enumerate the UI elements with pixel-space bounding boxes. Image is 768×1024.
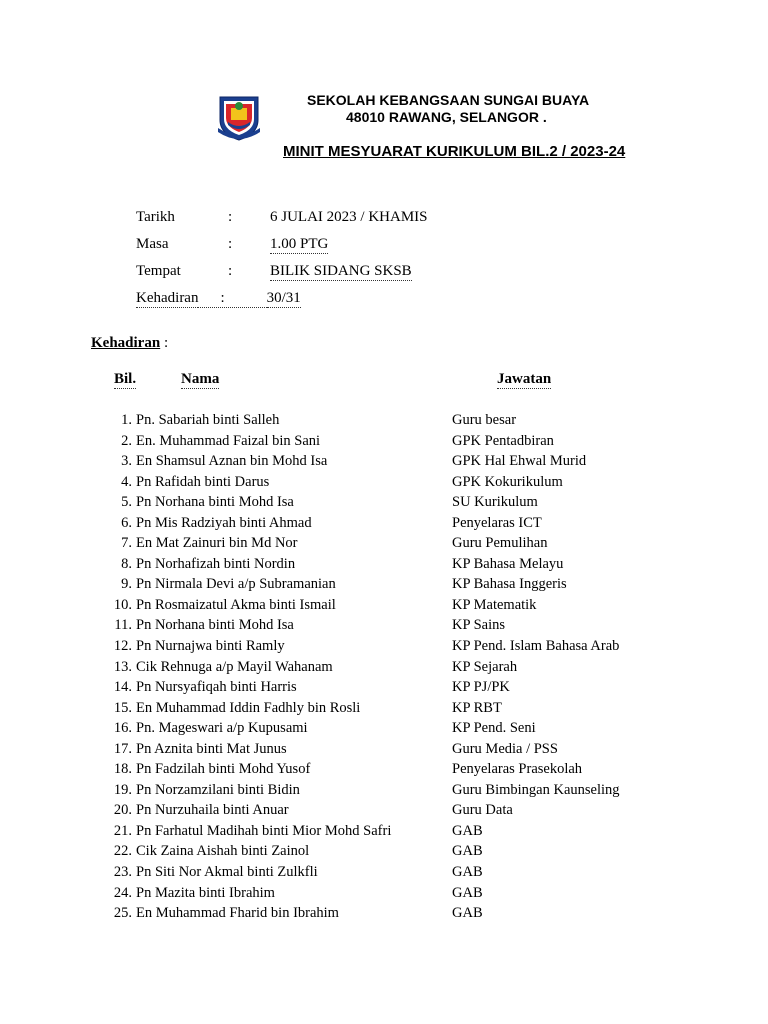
row-nama: Pn Nurzuhaila binti Anuar [136,802,289,819]
attendance-heading-colon: : [160,335,169,351]
row-nama: Pn Norhana binti Mohd Isa [136,494,294,511]
column-header-jawatan: Jawatan [497,371,552,387]
table-row [0,699,768,720]
column-header-bil: Bil. [114,371,137,387]
row-nama: En Mat Zainuri bin Md Nor [136,535,298,552]
row-number: 6. [121,514,132,531]
meta-row-masa [136,236,428,263]
attendance-list [0,411,768,925]
meta-colon: : [228,236,233,252]
row-number: 24. [113,884,132,901]
school-crest-icon [214,92,264,142]
table-row [0,555,768,576]
row-jawatan: KP Sains [452,617,506,634]
row-number: 15. [113,699,132,716]
table-row [0,822,768,843]
table-row [0,452,768,473]
meta-value: 30/31 [266,290,301,306]
row-number: 17. [113,740,132,757]
row-number: 22. [113,843,132,860]
row-jawatan: GAB [452,822,483,839]
row-jawatan: Penyelaras Prasekolah [452,761,583,778]
row-number: 25. [113,905,132,922]
table-row [0,863,768,884]
table-row [0,616,768,637]
row-number: 19. [113,781,132,798]
row-jawatan: Penyelaras ICT [452,514,542,531]
meta-row-tempat [136,263,428,290]
row-nama: Pn Farhatul Madihah binti Mior Mohd Safri [136,822,392,839]
row-jawatan: KP Pend. Seni [452,720,536,737]
meta-label: Kehadiran [136,290,199,306]
row-number: 12. [113,638,132,655]
row-number: 16. [113,720,132,737]
row-nama: Pn Norzamzilani binti Bidin [136,781,300,798]
meta-value: BILIK SIDANG SKSB [270,263,412,279]
row-nama: Pn Nirmala Devi a/p Subramanian [136,576,336,593]
table-row [0,637,768,658]
row-jawatan: GAB [452,905,483,922]
row-jawatan: KP Bahasa Inggeris [452,576,567,593]
table-row [0,801,768,822]
row-nama: Pn. Mageswari a/p Kupusami [136,720,308,737]
meta-label: Masa [136,236,169,252]
row-number: 4. [121,473,132,490]
row-jawatan: GPK Hal Ehwal Murid [452,453,587,470]
row-number: 23. [113,864,132,881]
row-jawatan: KP Matematik [452,596,537,613]
row-jawatan: GAB [452,843,483,860]
table-row [0,740,768,761]
row-nama: Pn Rafidah binti Darus [136,473,270,490]
meta-colon: : [198,290,266,308]
row-jawatan: KP RBT [452,699,502,716]
table-row [0,493,768,514]
row-nama: Pn Nursyafiqah binti Harris [136,679,297,696]
document-title: MINIT MESYUARAT KURIKULUM BIL.2 / 2023-24 [283,143,626,160]
row-number: 20. [113,802,132,819]
row-number: 21. [113,822,132,839]
row-number: 1. [121,412,132,428]
row-jawatan: GPK Kokurikulum [452,473,563,490]
column-header-nama: Nama [181,371,220,387]
table-row [0,534,768,555]
table-row [0,411,768,432]
row-number: 7. [121,535,132,552]
meta-label: Tempat [136,263,181,279]
row-number: 13. [113,658,132,675]
row-jawatan: Guru Pemulihan [452,535,548,552]
row-nama: Pn Norhafizah binti Nordin [136,555,296,572]
table-row [0,719,768,740]
row-nama: Pn Norhana binti Mohd Isa [136,617,294,634]
table-row [0,842,768,863]
meta-row-tarikh [136,209,428,236]
table-row [0,473,768,494]
row-jawatan: SU Kurikulum [452,494,538,511]
row-nama: Pn Rosmaizatul Akma binti Ismail [136,596,336,613]
school-address: 48010 RAWANG, SELANGOR . [346,109,547,125]
row-nama: Cik Zaina Aishah binti Zainol [136,843,310,860]
row-jawatan: GAB [452,864,483,881]
table-row [0,514,768,535]
row-nama: Pn Mis Radziyah binti Ahmad [136,514,312,531]
attendance-heading [91,335,168,352]
row-number: 5. [121,494,132,511]
row-nama: Pn Siti Nor Akmal binti Zulkfli [136,864,318,881]
row-jawatan: Guru besar [452,412,517,428]
table-row [0,884,768,905]
school-name: SEKOLAH KEBANGSAAN SUNGAI BUAYA [307,92,590,108]
row-nama: En Shamsul Aznan bin Mohd Isa [136,453,328,470]
row-number: 8. [121,555,132,572]
row-jawatan: KP PJ/PK [452,679,510,696]
meta-colon: : [228,209,233,225]
meeting-details [136,209,428,317]
attendance-heading-label: Kehadiran [91,335,161,351]
row-number: 2. [121,432,132,449]
table-row [0,432,768,453]
row-number: 9. [121,576,132,593]
table-row [0,658,768,679]
row-number: 18. [113,761,132,778]
row-jawatan: KP Sejarah [452,658,518,675]
row-number: 10. [113,596,132,613]
table-row [0,904,768,925]
table-row [0,678,768,699]
row-number: 14. [113,679,132,696]
row-nama: En. Muhammad Faizal bin Sani [136,432,321,449]
row-jawatan: KP Bahasa Melayu [452,555,564,572]
row-nama: Pn. Sabariah binti Salleh [136,412,280,428]
row-jawatan: GAB [452,884,483,901]
row-jawatan: Guru Media / PSS [452,740,558,757]
row-nama: Pn Nurnajwa binti Ramly [136,638,285,655]
meta-label: Tarikh [136,209,175,225]
row-jawatan: Guru Bimbingan Kaunseling [452,781,620,798]
row-number: 3. [121,453,132,470]
row-nama: Cik Rehnuga a/p Mayil Wahanam [136,658,333,675]
row-nama: Pn Fadzilah binti Mohd Yusof [136,761,311,778]
row-jawatan: GPK Pentadbiran [452,432,554,449]
table-row [0,596,768,617]
row-nama: Pn Aznita binti Mat Junus [136,740,287,757]
table-row [0,781,768,802]
table-row [0,575,768,596]
row-jawatan: KP Pend. Islam Bahasa Arab [452,638,620,655]
meta-value: 6 JULAI 2023 / KHAMIS [270,209,428,225]
table-row [0,760,768,781]
row-nama: En Muhammad Iddin Fadhly bin Rosli [136,699,361,716]
row-nama: En Muhammad Fharid bin Ibrahim [136,905,339,922]
meta-row-kehadiran [136,290,428,317]
row-nama: Pn Mazita binti Ibrahim [136,884,275,901]
row-jawatan: Guru Data [452,802,513,819]
row-number: 11. [114,617,132,634]
meta-value: 1.00 PTG [270,236,329,252]
meta-colon: : [228,263,233,279]
